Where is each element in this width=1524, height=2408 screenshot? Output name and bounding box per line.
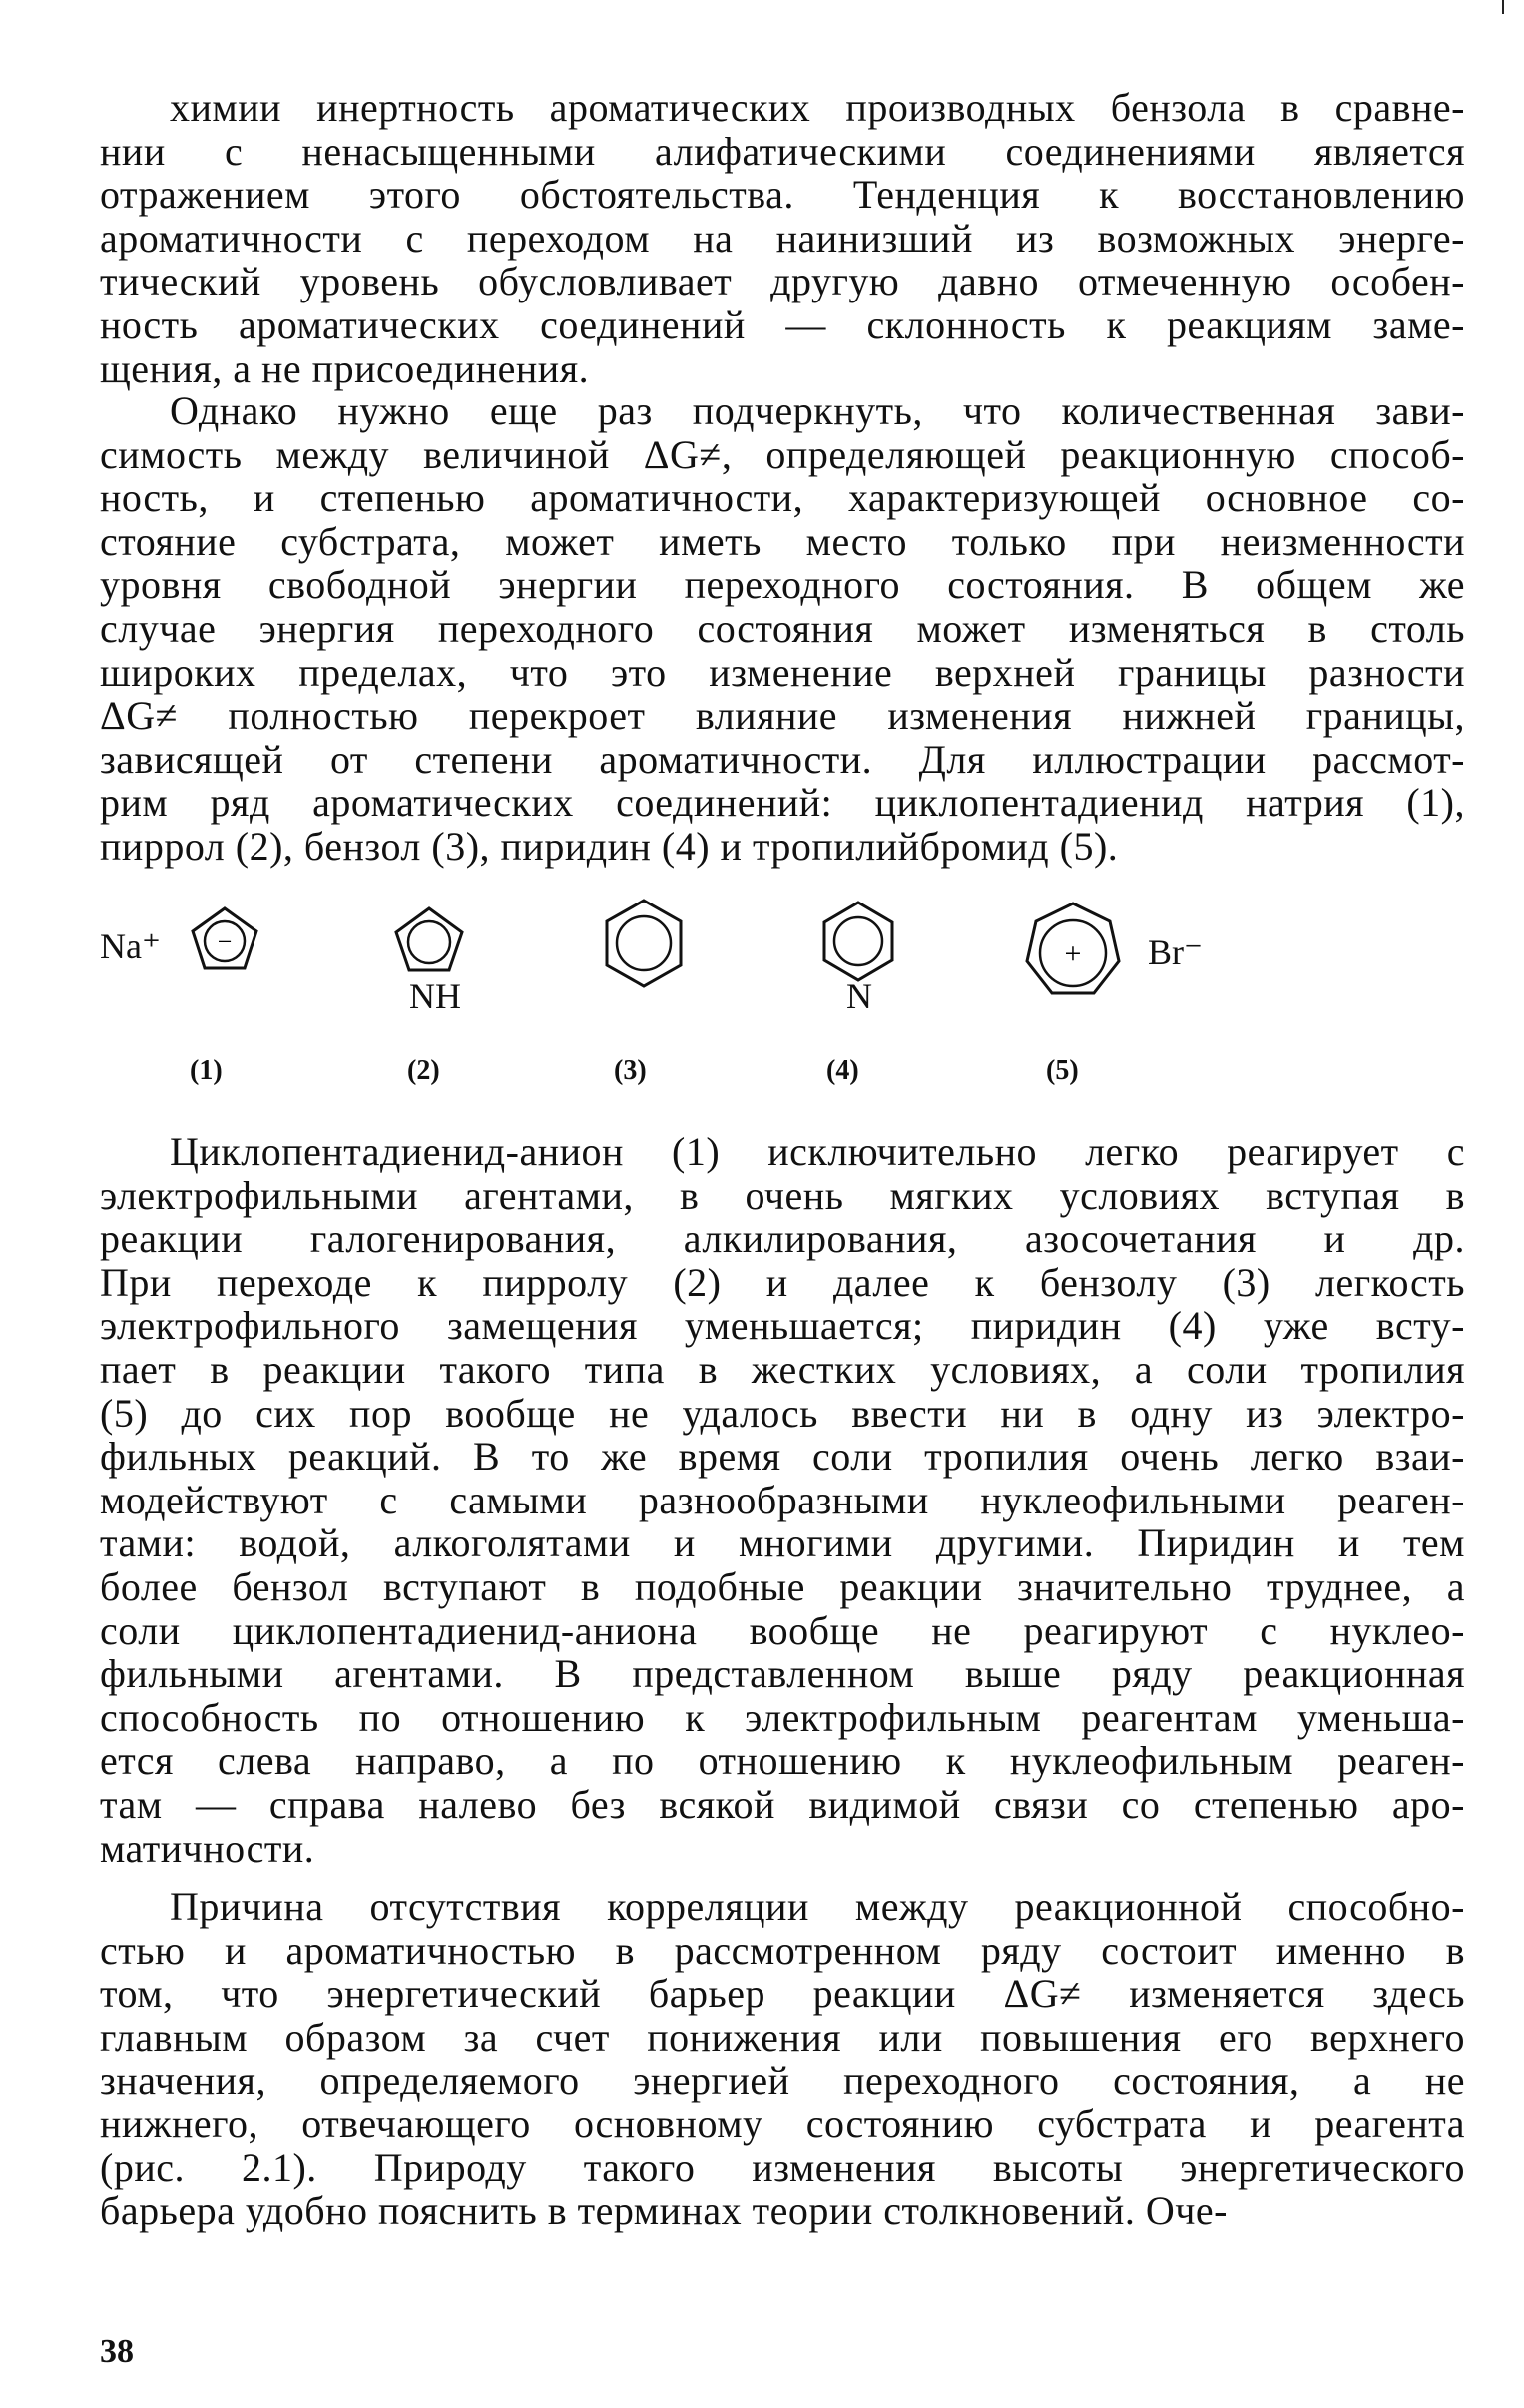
text-line: там — справа налево без всякой видимой связи со степенью аро-	[100, 1781, 1465, 1827]
page-number: 38	[100, 2333, 134, 2370]
text-line: главным образом за счет понижения или повышения его верхнего	[100, 2014, 1465, 2060]
text-line: химии инертность ароматических производных бензола в сравне-	[170, 85, 1465, 130]
pyrrole-nh-label: NH	[409, 976, 461, 1016]
text-line: электрофильного замещения уменьшается; пиридин (4) уже всту-	[100, 1303, 1465, 1349]
text-line: более бензол вступают в подобные реакции значительно труднее, а	[100, 1563, 1465, 1609]
cyclopentadienide-ring-icon	[100, 899, 299, 1048]
text-line: нижнего, отвечающего основному состоянию субстрата и реагента	[100, 2101, 1465, 2146]
scan-mark	[1502, 0, 1504, 14]
paragraph-2	[100, 389, 1465, 869]
text-line: пает в реакции такого типа в жестких условиях, а соли тропилия	[100, 1346, 1465, 1392]
text-line: тами: водой, алкоголятами и многими другими. Пиридин и тем	[100, 1520, 1465, 1566]
compound-number-2: (2)	[407, 1055, 440, 1086]
text-line: соли циклопентадиенид-аниона вообще не реагируют с нуклео-	[100, 1607, 1465, 1653]
text-line: (рис. 2.1). Природу такого изменения высоты энергетического	[100, 2144, 1465, 2190]
text-line: ность, и степенью ароматичности, характеризующей основное со-	[100, 475, 1465, 521]
text-line: случае энергия переходного состояния может изменяться в столь	[100, 605, 1465, 651]
pyridine-n-label: N	[846, 976, 872, 1016]
text-line: модействуют с самыми разнообразными нуклеофильными реаген-	[100, 1477, 1465, 1522]
text-line: тический уровень обусловливает другую давно отмеченную особен-	[100, 259, 1465, 304]
compound-number-3: (3)	[614, 1055, 647, 1086]
aromatic-compounds-figure	[0, 899, 1524, 1098]
paragraph-4	[100, 1885, 1465, 2233]
text-line: стояние субстрата, может иметь место только при неизменности	[100, 518, 1465, 564]
text-line: ность ароматических соединений — склонность к реакциям заме-	[100, 301, 1465, 347]
text-line: рим ряд ароматических соединений: циклопентадиенид натрия (1),	[100, 780, 1465, 826]
text-line: том, что энергетический барьер реакции ΔG≠ изменяется здесь	[100, 1971, 1465, 2017]
text-line: При переходе к пирролу (2) и далее к бензолу (3) легкость	[100, 1259, 1465, 1305]
compound-number-5: (5)	[1046, 1055, 1079, 1086]
text-line: матичности.	[100, 1825, 315, 1871]
compound-number-4: (4)	[826, 1055, 859, 1086]
bromide-anion-label: Br⁻	[1148, 932, 1204, 972]
text-line: (5) до сих пор вообще не удалось ввести ни в одну из электро-	[100, 1390, 1465, 1436]
text-line: стью и ароматичностью в рассмотренном ряду состоит именно в	[100, 1927, 1465, 1973]
compound-2-pyrrole	[369, 899, 519, 1098]
text-line: значения, определяемого энергией переходного состояния, а не	[100, 2058, 1465, 2104]
compound-4-pyridine	[798, 899, 948, 1098]
paragraph-1	[100, 86, 1465, 390]
ring-charge-minus: −	[217, 927, 233, 956]
pyridine-ring-icon	[798, 899, 948, 1048]
text-line: симость между величиной ΔG≠, определяющей реакционную способ-	[100, 431, 1465, 477]
text-line: фильных реакций. В то же время соли тропилия очень легко взаи-	[100, 1434, 1465, 1480]
text-line: широких пределах, что это изменение верхней границы разности	[100, 649, 1465, 695]
ring-charge-plus: +	[1064, 937, 1082, 970]
compound-1-sodium-cyclopentadienide	[100, 899, 299, 1098]
tropylium-ring-icon	[998, 899, 1148, 1048]
compound-number-1: (1)	[190, 1055, 223, 1086]
text-line: щения, а не присоединения.	[100, 345, 590, 391]
text-line: электрофильными агентами, в очень мягких условиях вступая в	[100, 1172, 1465, 1218]
text-line: ароматичности с переходом на наинизший из возможных энерге-	[100, 215, 1465, 261]
pyrrole-ring-icon	[369, 899, 519, 1048]
text-line: нии с ненасыщенными алифатическими соединениями является	[100, 128, 1465, 174]
compound-3-benzene	[584, 899, 734, 1098]
text-line: ΔG≠ полностью перекроет влияние изменения нижней границы,	[100, 693, 1465, 739]
text-line: ется слева направо, а по отношению к нуклеофильным реаген-	[100, 1738, 1465, 1784]
text-line: барьера удобно пояснить в терминах теории столкновений. Оче-	[100, 2188, 1228, 2234]
paragraph-3	[100, 1130, 1465, 1870]
text-line: отражением этого обстоятельства. Тенденция к восстановлению	[100, 172, 1465, 218]
text-line: уровня свободной энергии переходного состояния. В общем же	[100, 562, 1465, 608]
compound-5-tropylium-bromide	[998, 899, 1248, 1098]
text-line: реакции галогенирования, алкилирования, азосочетания и др.	[100, 1216, 1465, 1262]
text-line: Циклопентадиенид-анион (1) исключительно легко реагирует с	[170, 1129, 1465, 1174]
text-line: Причина отсутствия корреляции между реакционной способно-	[170, 1884, 1465, 1929]
text-line: способность по отношению к электрофильным реагентам уменьша-	[100, 1694, 1465, 1740]
text-line: зависящей от степени ароматичности. Для иллюстрации рассмот-	[100, 736, 1465, 782]
benzene-ring-icon	[584, 899, 734, 1048]
sodium-cation-label: Na⁺	[100, 926, 161, 966]
text-line: Однако нужно еще раз подчеркнуть, что количественная зави-	[170, 388, 1465, 433]
text-line: пиррол (2), бензол (3), пиридин (4) и тропилийбромид (5).	[100, 823, 1119, 869]
text-line: фильными агентами. В представленном выше ряду реакционная	[100, 1651, 1465, 1697]
